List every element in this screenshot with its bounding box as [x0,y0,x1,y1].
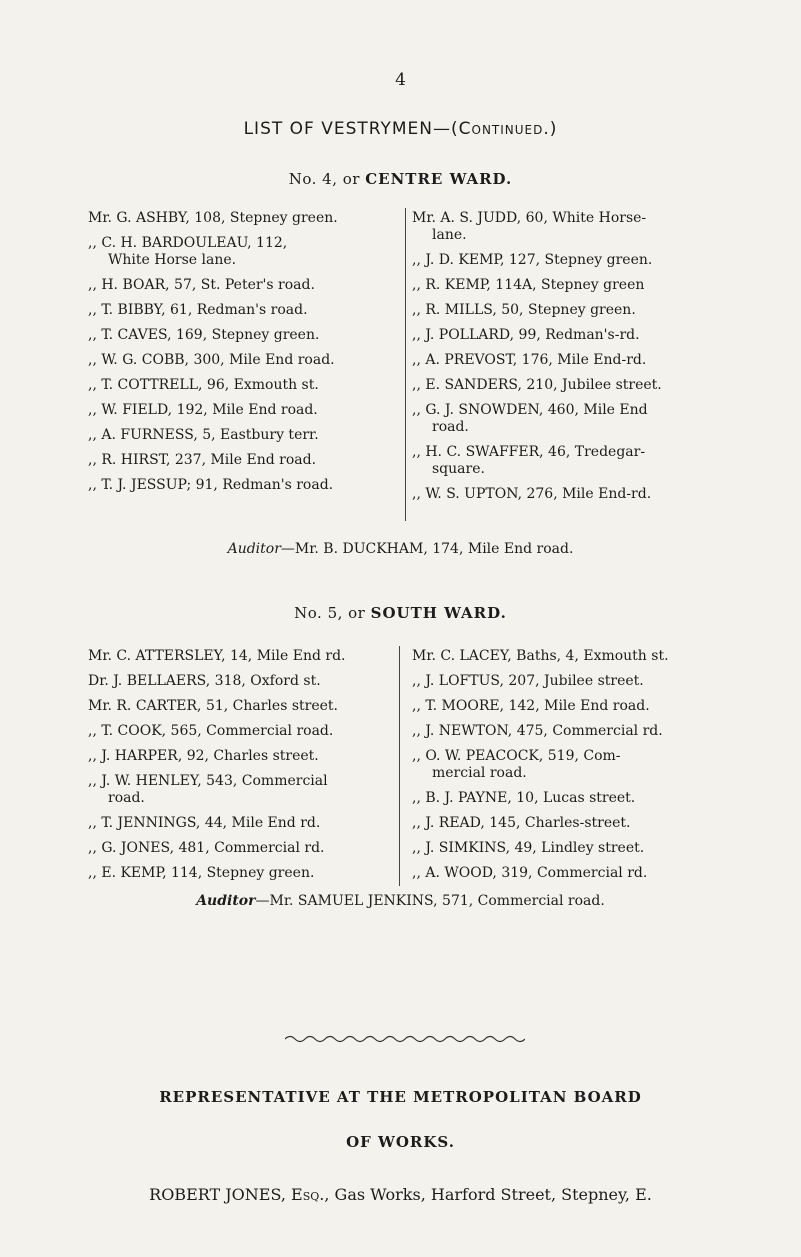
vestryman-line: ,, C. H. BARDOULEAU, 112, [88,235,288,251]
vestryman-entry [412,352,742,369]
ward4-auditor-label: Auditor [227,541,281,557]
vestryman-entry [88,452,404,469]
ward4-right-column [412,210,742,511]
ward4-title-prefix: No. 4, or [288,170,366,188]
vestryman-entry [412,673,742,690]
vestryman-entry [412,402,742,436]
vestryman-line: ,, H. C. SWAFFER, 46, Tredegar- [412,444,646,460]
vestryman-entry [88,327,404,344]
vestryman-entry [88,773,404,807]
vestryman-line: Mr. A. S. JUDD, 60, White Horse- [412,210,647,226]
vestryman-line: ,, J. SIMKINS, 49, Lindley street. [412,840,645,856]
vestryman-entry [88,673,404,690]
vestryman-entry [412,748,742,782]
vestryman-line: ,, W. FIELD, 192, Mile End road. [88,402,318,418]
page-number: 4 [395,70,406,90]
vestryman-entry [88,210,404,227]
ward4-title [0,170,801,188]
vestryman-line: ,, A. WOOD, 319, Commercial rd. [412,865,648,881]
vestryman-line-continuation: square. [432,461,485,477]
vestryman-entry [412,277,742,294]
vestryman-entry [412,252,742,269]
vestryman-line: Mr. C. ATTERSLEY, 14, Mile End rd. [88,648,346,664]
vestryman-entry [412,210,742,244]
vestryman-line: ,, B. J. PAYNE, 10, Lucas street. [412,790,636,806]
vestryman-line: ,, R. HIRST, 237, Mile End road. [88,452,317,468]
vestryman-line: ,, J. HARPER, 92, Charles street. [88,748,319,764]
vestryman-line-continuation: lane. [432,227,467,243]
ward5-title [0,604,801,622]
page-heading [0,119,801,139]
vestryman-line: ,, A. FURNESS, 5, Eastbury terr. [88,427,319,443]
vestryman-line-continuation: road. [432,419,469,435]
wavy-ornament-divider [285,1033,525,1045]
vestryman-line: ,, G. J. SNOWDEN, 460, Mile End [412,402,648,418]
vestryman-line: ,, T. CAVES, 169, Stepney green. [88,327,320,343]
vestryman-entry [88,865,404,882]
representative-entry [0,1185,801,1204]
representative-esq: Esq. [291,1185,325,1204]
vestryman-entry [88,815,404,832]
vestryman-entry [412,723,742,740]
ward4-left-column [88,210,404,502]
vestryman-line: ,, E. KEMP, 114, Stepney green. [88,865,315,881]
ward4-auditor [0,541,801,557]
vestryman-line: Mr. C. LACEY, Baths, 4, Exmouth st. [412,648,669,664]
vestryman-line: Mr. G. ASHBY, 108, Stepney green. [88,210,338,226]
ward4-column-divider [405,208,406,521]
vestryman-line: ,, T. BIBBY, 61, Redman's road. [88,302,308,318]
ward5-title-name: SOUTH WARD. [370,604,507,622]
vestryman-entry [412,444,742,478]
vestryman-line: ,, T. JENNINGS, 44, Mile End rd. [88,815,321,831]
representative-subtitle: OF WORKS. [346,1133,455,1151]
vestryman-line: ,, J. NEWTON, 475, Commercial rd. [412,723,663,739]
heading-close: .) [543,119,558,139]
vestryman-line: ,, T. J. JESSUP; 91, Redman's road. [88,477,334,493]
representative-name: ROBERT JONES, [149,1185,292,1204]
vestryman-entry [412,648,742,665]
vestryman-line-continuation: mercial road. [432,765,527,781]
vestryman-entry [88,840,404,857]
representative-title: REPRESENTATIVE AT THE METROPOLITAN BOARD [159,1088,642,1106]
vestryman-entry [88,723,404,740]
vestryman-entry [412,698,742,715]
vestryman-line: ,, T. COOK, 565, Commercial road. [88,723,334,739]
vestryman-entry [88,377,404,394]
vestryman-entry [88,698,404,715]
vestryman-entry [412,302,742,319]
vestryman-entry [88,402,404,419]
heading-continued: Continued [458,119,544,139]
ward4-auditor-text: —Mr. B. DUCKHAM, 174, Mile End road. [280,541,574,557]
ward5-auditor-text: —Mr. SAMUEL JENKINS, 571, Commercial road. [255,893,605,909]
vestryman-entry [412,790,742,807]
vestryman-line: ,, T. MOORE, 142, Mile End road. [412,698,650,714]
vestryman-entry [412,815,742,832]
vestryman-line: ,, J. POLLARD, 99, Redman's-rd. [412,327,640,343]
vestryman-entry [412,327,742,344]
vestryman-line: Mr. R. CARTER, 51, Charles street. [88,698,338,714]
ward4-title-name: CENTRE WARD. [365,170,513,188]
vestryman-line: ,, H. BOAR, 57, St. Peter's road. [88,277,315,293]
vestryman-entry [412,840,742,857]
vestryman-entry [412,377,742,394]
vestryman-entry [88,427,404,444]
vestryman-line: ,, J. W. HENLEY, 543, Commercial [88,773,328,789]
vestryman-line: ,, J. LOFTUS, 207, Jubilee street. [412,673,644,689]
vestryman-line: ,, A. PREVOST, 176, Mile End-rd. [412,352,647,368]
ward5-column-divider [399,646,400,886]
vestryman-entry [412,486,742,503]
vestryman-line-continuation: White Horse lane. [108,252,237,268]
vestryman-line: ,, T. COTTRELL, 96, Exmouth st. [88,377,319,393]
representative-address: , Gas Works, Harford Street, Stepney, E. [324,1185,652,1204]
ward5-auditor [0,893,801,909]
vestryman-entry [88,748,404,765]
vestryman-entry [88,477,404,494]
vestryman-line: ,, O. W. PEACOCK, 519, Com- [412,748,621,764]
ward5-left-column [88,648,404,890]
vestryman-line: ,, R. MILLS, 50, Stepney green. [412,302,636,318]
ward5-right-column [412,648,742,890]
ward5-auditor-label: Auditor [196,893,256,909]
heading-main: LIST OF VESTRYMEN—( [243,119,459,139]
vestryman-entry [88,302,404,319]
vestryman-entry [88,352,404,369]
vestryman-entry [88,235,404,269]
vestryman-line: ,, J. READ, 145, Charles-street. [412,815,631,831]
vestryman-entry [88,648,404,665]
vestryman-line-continuation: road. [108,790,145,806]
vestryman-line: ,, G. JONES, 481, Commercial rd. [88,840,325,856]
vestryman-line: Dr. J. BELLAERS, 318, Oxford st. [88,673,321,689]
vestryman-line: ,, W. G. COBB, 300, Mile End road. [88,352,335,368]
vestryman-line: ,, W. S. UPTON, 276, Mile End-rd. [412,486,652,502]
vestryman-line: ,, R. KEMP, 114A, Stepney green [412,277,645,293]
ward5-title-prefix: No. 5, or [294,604,371,622]
vestryman-entry [88,277,404,294]
vestryman-entry [412,865,742,882]
vestryman-line: ,, E. SANDERS, 210, Jubilee street. [412,377,662,393]
vestryman-line: ,, J. D. KEMP, 127, Stepney green. [412,252,653,268]
